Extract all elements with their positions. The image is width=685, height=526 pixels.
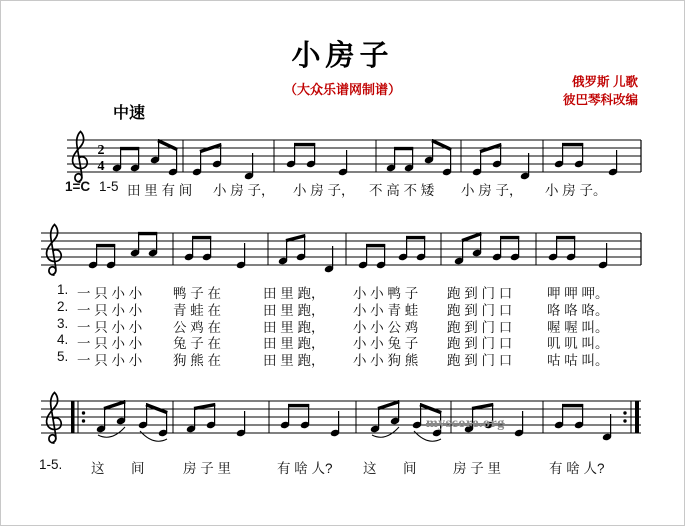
verse-lyric-segment: 咕 咕 叫。 (547, 353, 609, 369)
verse-lyric-segment: 一 只 小 小 (77, 336, 143, 352)
lyric-line3-segment: 间 (131, 461, 145, 476)
staff-1-svg (41, 125, 645, 187)
verse-lyric-segment: 田 里 跑， (263, 302, 325, 318)
staff-system-2 (41, 218, 645, 280)
verse-number: 1. (57, 282, 69, 297)
credits-block (563, 73, 638, 109)
verse-lyric-segment: 田 里 跑， (263, 336, 325, 352)
lyric-line3-segment: 1-5. (39, 457, 63, 472)
lyric-line3-segment: 间 (403, 461, 417, 476)
verse-number: 5. (57, 349, 69, 365)
staff-system-3 (41, 386, 645, 448)
lyric-line3-segment: 有 啥 人? (549, 461, 605, 476)
repeat-dot (623, 419, 626, 422)
verse-lyric-segment: 一 只 小 小 (77, 319, 143, 335)
time-signature-top: 2 (97, 143, 105, 158)
verse-lyric-segment: 兔 子 在 (173, 336, 222, 352)
lyric-line1-segment: 1=C (65, 179, 91, 194)
repeat-dot (82, 419, 85, 422)
verse-lyric-segment: 跑 到 门 口 (447, 319, 513, 335)
verse-lyric-segment: 叽 叽 叫。 (547, 336, 609, 352)
repeat-dot (82, 411, 85, 414)
verse-lyric-segment: 呷 呷 呷。 (547, 286, 609, 301)
end-repeat-thick-bar (635, 401, 639, 433)
beam (286, 236, 305, 241)
lyric-line3-segment: 房 子 里 (453, 461, 502, 476)
repeat-dot (623, 411, 626, 414)
lyric-line1-segment: 1-5 (99, 179, 119, 194)
staff-2-svg (41, 218, 645, 280)
verse-lyric-segment: 小 小 鸭 子 (353, 286, 419, 301)
beam (472, 405, 493, 409)
verse-lyric-segment: 青 蛙 在 (173, 302, 222, 318)
verse-lyric-segment: 小 小 青 蛙 (353, 302, 419, 318)
lyric-line1-segment: 小 房 子， (213, 183, 275, 198)
verse-lyric-segment: 小 小 兔 子 (353, 336, 419, 352)
lyric-line1-segment: 小 房 子， (293, 183, 355, 198)
lyric-line1-segment: 田 里 有 间 (127, 183, 193, 198)
credit-arranger: 彼巴琴科改编 (562, 93, 638, 107)
lyric-line3-segment: 这 (363, 461, 377, 476)
lyric-line3-segment: 房 子 里 (183, 461, 232, 476)
credit-origin: 俄罗斯 儿歌 (572, 75, 638, 89)
beam (104, 402, 125, 409)
lyric-line1-segment: 小 房 子， (461, 183, 523, 198)
verse-lyric-segment: 小 小 公 鸡 (353, 319, 419, 335)
time-signature-bottom: 4 (97, 159, 105, 174)
verse-lyric-segment: 田 里 跑， (263, 319, 325, 335)
begin-repeat-thick-bar (71, 401, 75, 433)
verse-lyric-segment: 田 里 跑， (263, 286, 325, 301)
verse-lyric-segment: 一 只 小 小 (77, 286, 143, 301)
verse-lyric-segment: 鸭 子 在 (173, 286, 222, 301)
verse-lyric-segment: 一 只 小 小 (77, 353, 143, 369)
verse-lyric-segment: 跑 到 门 口 (447, 336, 513, 352)
treble-clef-icon (47, 225, 62, 276)
staff-system-1 (41, 125, 645, 187)
verse-lyric-segment: 跑 到 门 口 (447, 353, 513, 369)
beam (462, 234, 481, 241)
tempo-marking: 中速 (113, 105, 146, 122)
verse-lyric-segment: 喔 喔 叫。 (547, 319, 609, 335)
verse-lyric-segment: 一 只 小 小 (77, 302, 143, 318)
subtitle: （大众乐谱网制谱） (283, 82, 401, 97)
beam (378, 402, 399, 409)
watermark: myscore.org (426, 416, 505, 431)
beam (194, 405, 215, 409)
lyric-line1-segment: 不 高 不 矮 (369, 183, 435, 198)
staff-3-svg (41, 386, 645, 448)
verse-number: 2. (57, 298, 69, 314)
lyric-line1-segment: 小 房 子。 (545, 183, 607, 198)
page-title: 小房子 (291, 40, 394, 72)
verse-lyric-segment: 公 鸡 在 (173, 319, 222, 335)
verse-number: 4. (57, 332, 69, 348)
lyric-line3-segment: 这 (91, 461, 105, 476)
verse-lyric-segment: 跑 到 门 口 (447, 286, 513, 301)
verse-lyric-segment: 狗 熊 在 (173, 353, 222, 369)
verse-number: 3. (57, 315, 69, 331)
verse-lyric-segment: 田 里 跑， (263, 353, 325, 369)
verse-lyric-segment: 小 小 狗 熊 (353, 353, 419, 369)
lyric-line3-segment: 有 啥 人? (277, 461, 333, 476)
verse-lyric-segment: 咯 咯 咯。 (547, 302, 609, 318)
treble-clef-icon (73, 132, 88, 183)
treble-clef-icon (47, 393, 62, 444)
verse-lyric-segment: 跑 到 门 口 (447, 302, 513, 318)
